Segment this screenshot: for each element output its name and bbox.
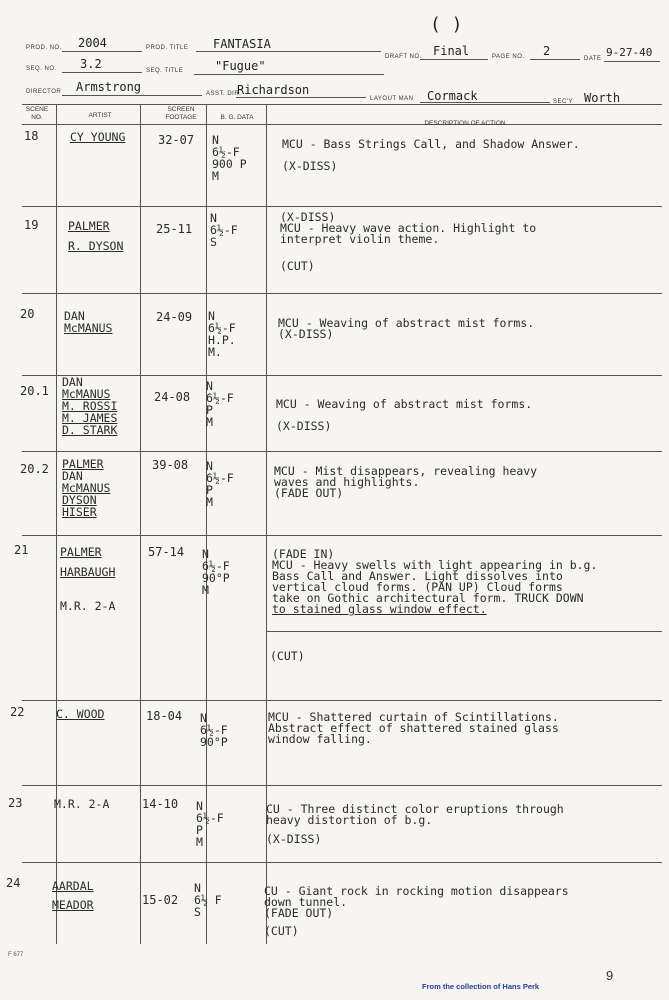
- artist-line: D. STARK: [62, 423, 118, 437]
- asst-dir: Richardson: [237, 83, 310, 97]
- screen-footage: 15-02: [142, 893, 179, 907]
- bg-line: N: [206, 459, 213, 473]
- scene-number: 21: [14, 543, 29, 557]
- bg-line: 6½-F: [206, 471, 234, 485]
- action-description: [282, 138, 580, 173]
- desc-line: to stained glass window effect.: [272, 602, 487, 616]
- desc-line: (CUT): [270, 649, 305, 663]
- artist-line: DYSON: [62, 493, 97, 507]
- scene-number: 22: [10, 705, 25, 719]
- desc-line: MCU - Weaving of abstract mist forms.: [278, 316, 535, 330]
- bg-line: N: [206, 379, 213, 393]
- desc-line: Abstract effect of shattered stained glass: [268, 721, 559, 735]
- seq-title: "Fugue": [215, 59, 266, 73]
- bg-line: S: [210, 235, 217, 249]
- scene-number: 20: [20, 307, 35, 321]
- bg-data: [206, 380, 234, 428]
- artist-line: M.R. 2-A: [60, 599, 116, 613]
- desc-line: MCU - Mist disappears, revealing heavy: [274, 464, 538, 478]
- seq-no: 3.2: [80, 57, 102, 71]
- seq-no-label: SEQ. NO.: [26, 66, 57, 72]
- col-scene-header: SCENE NO.: [25, 106, 49, 121]
- draft-no-label: DRAFT NO.: [385, 54, 422, 60]
- bg-line: N: [200, 711, 207, 725]
- action-description: [272, 549, 597, 615]
- desc-line: CU - Giant rock in rocking motion disappears: [264, 884, 569, 898]
- bg-data: [200, 712, 228, 748]
- desc-line: (X-DISS): [282, 159, 338, 173]
- artist-line: DAN: [62, 469, 83, 483]
- screen-footage: 39-08: [152, 458, 189, 472]
- desc-line: down tunnel.: [264, 895, 348, 909]
- layout-man-label: LAYOUT MAN: [370, 96, 414, 102]
- desc-line: (CUT): [280, 259, 315, 273]
- desc-line: MCU - Bass Strings Call, and Shadow Answer.: [282, 137, 580, 151]
- desc-line: (CUT): [264, 924, 299, 938]
- bg-line: P: [206, 483, 213, 497]
- bg-line: 6½-F: [210, 223, 238, 237]
- bg-line: 6½-F: [202, 559, 230, 573]
- desc-line: [280, 245, 536, 257]
- bg-data: [212, 134, 247, 182]
- screen-footage: 14-10: [142, 797, 179, 811]
- bg-line: M: [202, 583, 209, 597]
- top-marks: ( ): [430, 14, 463, 35]
- bg-line: N: [210, 211, 217, 225]
- seq-title-label: SEQ. TITLE: [146, 68, 184, 74]
- collection-credit: From the collection of Hans Perk: [422, 982, 540, 991]
- bg-line: N: [194, 881, 201, 895]
- scene-number: 19: [24, 218, 39, 232]
- bg-line: N: [212, 133, 219, 147]
- asst-dir-label: ASST. DIR.: [206, 91, 242, 97]
- prod-title: FANTASIA: [213, 37, 271, 51]
- desc-line: (X-DISS): [278, 327, 334, 341]
- desc-line: MCU - Shattered curtain of Scintillations.: [268, 710, 559, 724]
- artist-name: [62, 376, 117, 436]
- col-artist-header: ARTIST: [88, 112, 112, 119]
- date-label: DATE: [584, 56, 602, 62]
- desc-line: [264, 919, 569, 926]
- bg-line: M: [212, 169, 219, 183]
- artist-line: [60, 578, 115, 586]
- bg-data: [206, 460, 234, 508]
- desc-line: waves and highlights.: [274, 475, 420, 489]
- bg-data: [202, 548, 230, 596]
- screen-footage: 18-04: [146, 709, 183, 723]
- screen-footage: 25-11: [156, 222, 193, 236]
- prod-no-label: PROD. NO.: [26, 45, 62, 51]
- screen-footage: 24-08: [154, 390, 191, 404]
- artist-name: CY YOUNG: [70, 130, 126, 144]
- desc-line: take on Gothic architectural form. TRUCK DOWN: [272, 591, 584, 605]
- bg-data: [196, 800, 224, 848]
- bg-line: N: [208, 309, 215, 323]
- action-description: [280, 212, 536, 272]
- bg-line: 6½-F: [200, 723, 228, 737]
- col-desc-header: DESCRIPTION OF ACTION: [424, 120, 506, 127]
- bg-data: [208, 310, 236, 358]
- artist-line: PALMER: [68, 219, 110, 233]
- desc-line: (X-DISS): [280, 210, 336, 224]
- desc-line: (FADE OUT): [264, 906, 334, 920]
- artist-line: McMANUS: [62, 387, 111, 401]
- action-description: [274, 466, 537, 499]
- desc-line: (FADE IN): [272, 547, 335, 561]
- scene-number: 20.2: [20, 462, 49, 476]
- bg-line: M: [206, 495, 213, 509]
- action-description: [270, 650, 305, 662]
- desc-line: MCU - Weaving of abstract mist forms.: [276, 397, 533, 411]
- action-description: [278, 318, 534, 340]
- director: Armstrong: [76, 80, 142, 94]
- artist-line: AARDAL: [52, 879, 94, 893]
- artist-line: M. ROSSI: [62, 399, 118, 413]
- page-no: 2: [543, 44, 551, 58]
- artist-line: PALMER: [60, 545, 102, 559]
- director-label: DIRECTOR: [26, 89, 62, 95]
- bg-line: 6½-F: [212, 145, 240, 159]
- action-description: [268, 712, 559, 745]
- desc-line: window falling.: [268, 732, 372, 746]
- artist-line: HARBAUGH: [60, 565, 116, 579]
- secy-label: SEC'Y: [553, 99, 573, 105]
- artist-name: [62, 458, 110, 518]
- bg-line: H.P.: [208, 333, 236, 347]
- action-description: [266, 804, 564, 845]
- artist-line: DAN: [62, 375, 83, 389]
- artist-line: R. DYSON: [68, 239, 124, 253]
- artist-name: [64, 310, 112, 334]
- form-number: F 677: [8, 952, 24, 958]
- artist-line: DAN: [64, 309, 85, 323]
- bg-line: 6½-F: [208, 321, 236, 335]
- bg-line: 6½-F: [196, 811, 224, 825]
- bg-line: 6½-F: [206, 391, 234, 405]
- artist-name: M.R. 2-A: [54, 797, 110, 811]
- bg-line: N: [202, 547, 209, 561]
- artist-line: PALMER: [62, 457, 104, 471]
- bg-line: P: [206, 403, 213, 417]
- bg-line: M.: [208, 345, 222, 359]
- artist-name: C. WOOD: [56, 707, 105, 721]
- page-no-label: PAGE NO.: [492, 54, 525, 60]
- desc-line: (FADE OUT): [274, 486, 344, 500]
- bg-line: 90°P: [202, 571, 230, 585]
- bg-line: N: [196, 799, 203, 813]
- screen-footage: 32-07: [158, 133, 195, 147]
- prod-no: 2004: [78, 36, 107, 50]
- date: 9-27-40: [606, 46, 653, 59]
- desc-line: MCU - Heavy wave action. Highlight to: [280, 221, 537, 235]
- action-description: [264, 886, 569, 937]
- desc-line: heavy distortion of b.g.: [266, 813, 433, 827]
- desc-line: MCU - Heavy swells with light appearing in b.g.: [272, 558, 598, 572]
- artist-line: HISER: [62, 505, 97, 519]
- bg-line: P: [196, 823, 203, 837]
- scene-number: 18: [24, 129, 39, 143]
- secy: Worth: [584, 91, 621, 105]
- scene-number: 20.1: [20, 384, 49, 398]
- layout-man: Cormack: [427, 89, 478, 103]
- scene-number: 24: [6, 876, 21, 890]
- desc-line: Bass Call and Answer. Light dissolves into: [272, 569, 563, 583]
- bg-line: S: [194, 905, 201, 919]
- screen-footage: 24-09: [156, 310, 193, 324]
- artist-line: McMANUS: [64, 321, 113, 335]
- bg-data: [194, 882, 222, 918]
- desc-line: interpret violin theme.: [280, 232, 440, 246]
- bg-line: 900 P: [212, 157, 247, 171]
- bg-line: 90°P: [200, 735, 228, 749]
- screen-footage: 57-14: [148, 545, 185, 559]
- artist-name: [60, 546, 115, 612]
- desc-line: vertical cloud forms. (PAN UP) Cloud forms: [272, 580, 563, 594]
- col-bg-header: B. G. DATA: [220, 114, 254, 121]
- artist-line: McMANUS: [62, 481, 111, 495]
- artist-name: [68, 220, 123, 253]
- bg-line: 6½ F: [194, 893, 222, 907]
- bg-line: M: [206, 415, 213, 429]
- bg-data: [210, 212, 238, 248]
- artist-line: MEADOR: [52, 898, 94, 912]
- artist-name: [52, 880, 94, 911]
- prod-title-label: PROD. TITLE: [146, 45, 189, 51]
- desc-line: (X-DISS): [266, 832, 322, 846]
- draft-no: Final: [433, 44, 470, 58]
- bg-line: M: [196, 835, 203, 849]
- desc-line: CU - Three distinct color eruptions through: [266, 802, 564, 816]
- artist-line: [60, 586, 115, 600]
- col-footage-header: SCREEN FOOTAGE: [165, 106, 197, 121]
- desc-line: (X-DISS): [276, 419, 332, 433]
- artist-line: M. JAMES: [62, 411, 118, 425]
- page-number: 9: [606, 968, 614, 983]
- action-description: [276, 398, 532, 432]
- scene-number: 23: [8, 796, 23, 810]
